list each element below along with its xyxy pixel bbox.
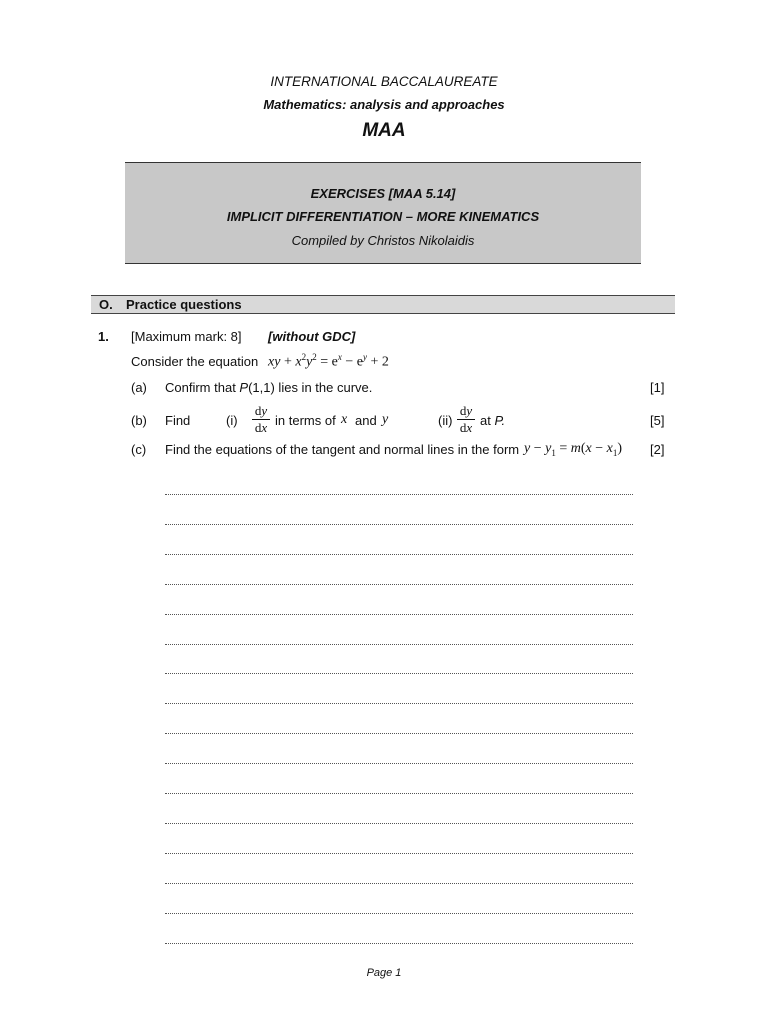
section-header (91, 295, 675, 314)
var-x: x (341, 412, 348, 427)
equation-intro: Consider the equation (131, 354, 259, 369)
answer-line[interactable] (165, 793, 633, 794)
course-code: MAA (362, 120, 406, 141)
part-b-at: at P. (480, 413, 506, 428)
answer-line[interactable] (165, 584, 633, 585)
question-max-mark: [Maximum mark: 8] (131, 329, 242, 344)
question-tool-note: [without GDC] (268, 329, 356, 344)
derivative-fraction-ii: dy dx (457, 404, 475, 435)
part-c-label: (c) (131, 442, 147, 457)
derivative-fraction-i: dy dx (252, 404, 270, 435)
question-number: 1. (98, 329, 109, 344)
section-number: O. (99, 297, 113, 312)
answer-line[interactable] (165, 823, 633, 824)
part-b-sub-i: (i) (226, 413, 238, 428)
part-b-marks: [5] (650, 413, 665, 428)
section-title: Practice questions (126, 297, 242, 312)
answer-line[interactable] (165, 524, 633, 525)
banner-subtitle: IMPLICIT DIFFERENTIATION – MORE KINEMATICS (226, 209, 540, 224)
answer-line[interactable] (165, 644, 633, 645)
answer-line[interactable] (165, 913, 633, 914)
answer-line[interactable] (165, 673, 633, 674)
var-y: y (382, 412, 389, 427)
line-form-equation: $y - y_1 = m(x - x_1)$ (524, 441, 623, 458)
part-c-marks: [2] (650, 442, 665, 457)
course-title: Mathematics: analysis and approaches (263, 97, 505, 112)
answer-line[interactable] (165, 943, 633, 944)
banner-title: EXERCISES [MAA 5.14] (310, 186, 456, 201)
equation: xy + $x^2y^2 = e^x - e^y + 2$ (268, 352, 389, 370)
part-b-sub-ii: (ii) (438, 413, 453, 428)
answer-line[interactable] (165, 853, 633, 854)
exercise-banner (125, 162, 641, 264)
answer-line[interactable] (165, 733, 633, 734)
answer-line[interactable] (165, 494, 633, 495)
part-b-find: Find (165, 413, 191, 428)
part-c-text: Find the equations of the tangent and normal lines in the form (165, 442, 520, 457)
part-a-label: (a) (131, 380, 147, 395)
answer-line[interactable] (165, 703, 633, 704)
organization-title: INTERNATIONAL BACCALAUREATE (270, 74, 498, 89)
banner-author: Compiled by Christos Nikolaidis (291, 233, 475, 248)
answer-line[interactable] (165, 883, 633, 884)
answer-line[interactable] (165, 614, 633, 615)
page-number: Page 1 (366, 967, 402, 979)
part-b-label: (b) (131, 413, 147, 428)
part-b-and: and (355, 413, 377, 428)
answer-line[interactable] (165, 763, 633, 764)
part-a-marks: [1] (650, 380, 665, 395)
part-b-in-terms: in terms of (275, 413, 336, 428)
answer-line[interactable] (165, 554, 633, 555)
part-a-text: Confirm that P(1,1) lies in the curve. (165, 380, 373, 395)
